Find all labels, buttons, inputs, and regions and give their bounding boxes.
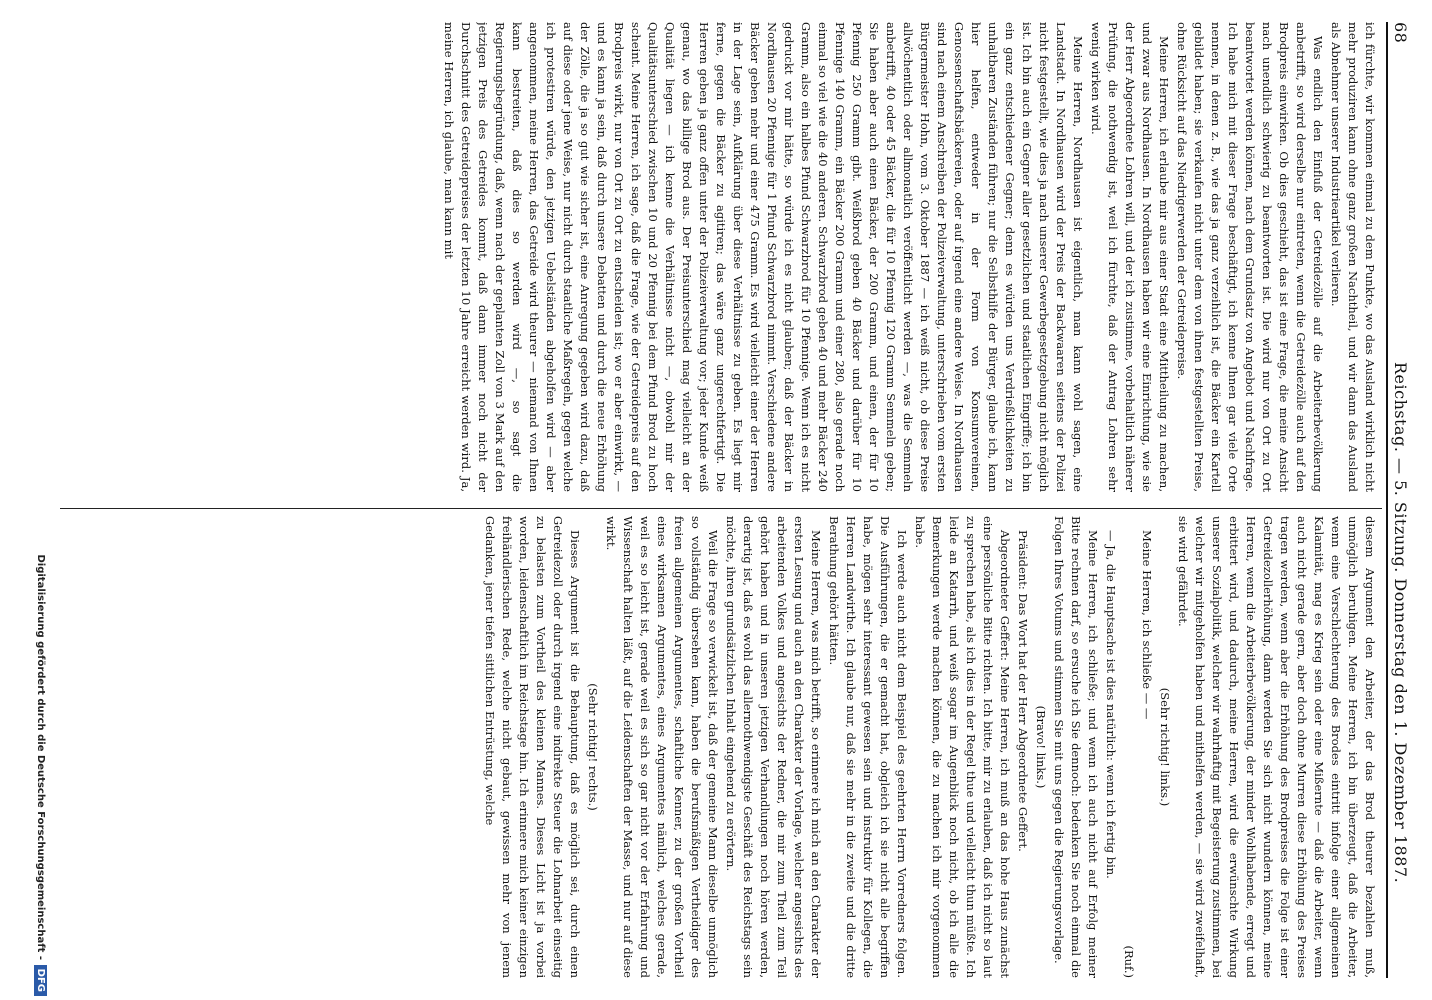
interjection: (Sehr richtig! rechts.) (586, 683, 600, 811)
digitization-footer (16, 0, 46, 1000)
left-text-column (56, 22, 1378, 492)
left-paragraph: Was endlich den Einfluß der Getreidezölle auf die Arbeiterbevölkerung anbetrifft, so wird derselbe nur eintreten, wenn die Getreidezölle auch auf den Brodpreis einwirken. Ob dies geschieht, das ist eine Frage, die meine Ansicht nach unendlich schwierig zu beantworten ist. Die wird nur von Ort zu Ort beantwortet werden können, nach dem Grundsatz von Angebot und Nachfrage. Ich habe mich mit dieser Frage beschäftigt, ich kenne Ihnen gar viele Orte nennen, in denen z. B., wie das ja ganz verzeihlich ist, die Bäcker ein Kartell gebildet haben; sie verkaufen nicht unter dem von ihnen festgestellten Preise, ohne Rücksicht auf das Niedrigerwerden der Getreidepreise. (1175, 22, 1325, 492)
interjection: (Sehr richtig! links.) (1158, 687, 1172, 807)
left-paragraph: Meine Herren, Nordhausen ist eigentlich, man kann wohl sagen, eine Landstadt. In Nordhausen wird der Preis der Backwaaren seitens der Polizei nicht festgestellt, wie dies ja nach unserer Gewerbegesetzgebung nicht möglich ist. Ich bin auch ein Gegner aller gesetzlichen und staatlichen Eingriffe; ich bin ein ganz entschiedener Gegner; denn es würden uns Verdrießlichkeiten zu unhaltbaren Zuständen führen; nur die Selbsthilfe der Bürger, glaube ich, kann hier helfen, entweder in der Form von Konsumvereinen, Genossenschaftsbäckereien, oder auf irgend eine andere Weise. In Nordhausen sind nach einem Anschreiben der Polizeiverwaltung, unterschrieben vom ersten Bürgermeister Hohn, vom 3. Oktober 1887 — ich weiß nicht, ob diese Preise allwöchentlich oder allmonatlich veröffentlicht werden —, was die Semmeln anbetrifft, 40 oder 45 Bäcker, die für 10 Pfennig 120 Gramm Semmeln geben; Sie haben aber auch einen Bäcker, der 200 Gramm, und einen, der für 10 Pfennig 250 Gramm gibt. Weißbrod geben 40 Bäcker und darüber für 10 Pfennige 140 Gramm, ein Bäcker 200 Gramm und einer 280, also gerade noch einmal so viel wie die 40 anderen. Schwarzbrod geben 40 und mehr Bäcker 240 Gramm, also ein halbes Pfund Schwarzbrod für 10 Pfennige. Wenn ich es nicht gedruckt vor mir hätte, so würde ich es nicht glauben; daß der Bäcker in Nordhausen 20 Pfennige für 1 Pfund Schwarzbrod nimmt. Verschiedene andere Bäcker geben mehr und einer 475 Gramm. Es wird vielleicht einer der Herren in der Lage sein, Aufklärung über diese Verhältnisse zu geben. Es liegt mir ferne, gegen die Bäcker zu agitiren; das wäre ganz ungerechtfertigt. Die Herren geben ja ganz offen unter der Polizeiverwaltung vor; jeder Kunde weiß genau, wo das billige Brod aus. Der Preisunterschied mag vielleicht an der Qualität liegen — ich kenne die Verhältnisse nicht —, obwohl mir der Qualitätsunterschied zwischen 10 und 20 Pfennig bei dem Pfund Brod zu hoch scheint. Meine Herren, ich sage, daß die Frage, wie der Getreidepreis auf den Brodpreis wirkt, nur von Ort zu Ort zu entscheiden ist; wo er aber einwirkt, — und es kann ja sein, daß durch unsere Debatten und durch die neue Erhöhung der Zölle, die ja so gut wie sicher ist, eine Anregung gegeben wird dazu, daß auf diese oder jene Weise, nur nicht durch staatliche Maßregeln, gegen welche ich protestiren würde, den jetzigen Uebelständen abgeholfen wird — aber angenommen, meine Herren, das Getreide wird theurer — niemand von Ihnen kann bestreiten, daß dies so werden wird —, so sagt die Regierungsbegründung, daß, wenn nach der geplanten Zoll von 3 Mark auf den jetzigen Preis des Getreides kommt, daß dann immer noch nicht der Durchschnitt des Getreidepreises der letzten 10 Jahre erreicht werden wird. Ja, meine Herren, ich glaube, man kann mit (442, 22, 1085, 492)
right-paragraph: Meine Herren, ich schließe; und wenn ich auch nicht auf Erfolg meiner Bitte rechnen darf, so ersuche ich Sie dennoch: bedenken Sie noch einmal die Folgen Ihres Votums und stimmen Sie mit uns gegen die Regierungsvorlage. (1052, 516, 1100, 978)
right-paragraph: Weil die Frage so verwickelt ist, daß der gemeine Mann dieselbe unmöglich so vollständig übersehen kann, haben die berufsmäßigen Vertheidiger des freien allgemeinen Argumentes, schaftliche Kenner, zu der großen Vortheil eines wirksamen Argumentes, eines Argumentes nämlich, welches gerade, weil es so leicht ist, gerade weil es sich so gar nicht vor der Erfahrung und Wissenschaft halten läßt, auf die Leidenschaften der Masse, und nur auf diese wirkt. (604, 516, 720, 978)
right-paragraph: Meine Herren, was mich betrifft, so erinnere ich mich an den Charakter der ersten Lesung und auch an den Charakter der Vorlage, welcher angesichts des arbeitenden Volkes und angesichts der Redner, die mir zum Theil zum Teil gehört haben und in unseren jetzigen Verhandlungen noch hören werden, derartig ist, daß es wohl das allernothwendigste Geschäft des Reichstags sein möchte, ihren grundsätzlichen Inhalt eingehend zu erörtern. (724, 516, 823, 978)
right-paragraph: Abgeordneter Geffert: Meine Herren, ich muß an das hohe Haus zunächst eine persönliche Bitte richten. Ich bitte, mir zu erlauben, daß ich nicht so laut zu sprechen habe, als ich dies in der Regel thue und vielleicht thun müßte. Ich leide an Katarrh, und weiß sogar im Augenblick noch nicht, ob ich alle die Bemerkungen werde machen können, die zu machen ich mir vorgenommen habe. (913, 516, 1012, 978)
right-text-column (56, 516, 1378, 978)
right-paragraph: Meine Herren, ich schließe — — (1140, 530, 1154, 720)
right-paragraph: Präsident: Das Wort hat der Herr Abgeordnete Geffert. (1016, 530, 1030, 852)
right-paragraph: Ich werde auch nicht dem Beispiel des geehrten Herrn Vorredners folgen. Die Ausführungen, die er gemacht hat, obgleich ich sie nicht alle begriffen habe, mögen sehr interessant gewesen sein und instruktiv für Kollegen, die Herren Landwirthe. Ich glaube nur, daß sie mehr in die zweite und die dritte Berathung gehört hätten. (827, 516, 909, 978)
left-paragraph: ich fürchte, wir kommen einmal zu dem Punkte, wo das Ausland wirklich nicht mehr produziren kann ohne ganz großen Nachtheil, und wir dann das Ausland als Abnehmer unserer Industrieartikel verlieren. (1329, 22, 1377, 492)
page-header (1386, 22, 1412, 978)
interjection: (Bravo! links.) (1034, 705, 1048, 789)
running-title: Reichstag. — 5. Sitzung. Donnerstag den 1. Dezember 1887. (1391, 362, 1410, 884)
column-divider (60, 508, 1382, 509)
right-paragraph: Dieses Argument ist die Behauptung, daß es möglich sei, durch einen Getreidezoll oder durch irgend eine indirekte Steuer die Lohnarbeit einseitig zu belasten zum Vortheil des kleinen Mannes. Dieses Licht ist ja vorbei worden, leidenschaftlich im Reichstage hin. Ich erinnere mich keiner einzigen freihändlerischen Rede, welche nicht gebaut, gewissen mehr von jenem Gedanken, jener tiefen sittlichen Entrüstung, welche (483, 516, 582, 978)
dfg-logo: DFG (34, 965, 47, 996)
right-paragraph: — Ja, die Hauptsache ist dies natürlich: wenn ich fertig bin. (1104, 530, 1118, 879)
interjection: (Ruf.) (1122, 945, 1136, 978)
digitization-note: Digitalisierung gefördert durch die Deutsche Forschungsgemeinschaft - (35, 554, 46, 960)
left-paragraph: Meine Herren, ich erlaube mir aus einer Stadt eine Mittheilung zu machen, und zwar aus Nordhausen. In Nordhausen haben wir eine Einrichtung, wie sie der Herr Abgeordnete Lohren will, und der ich zustimme, vorbehaltlich näherer Prüfung, die nothwendig ist, weil ich fürchte, daß der Antrag Lohren sehr wenig wirken wird. (1089, 22, 1171, 492)
page-number: 68 (1391, 22, 1410, 44)
right-paragraph: diesem Argument den Arbeiter, der das Brod theurer bezahlen muß, unmöglich beruhigen. Meine Herren, ich bin überzeugt, daß die Arbeiter, wenn eine Verschlechterung des Brodes eintritt infolge einer allgemeinen Kalamität, mag es Krieg sein oder eine Mißernte — daß die Arbeiter, wenn auch nicht gerade gern, aber doch ohne Murren diese Erhöhung des Preises tragen werden, wenn aber die Erhöhung des Brodpreises die Folge ist einer Getreidezollerhöhung, dann werden Sie sich nicht wundern können, meine Herren, wenn die Arbeiterbevölkerung, der minder Wohlhabende, erregt und erbittert wird, und dadurch, meine Herren, wird die erwünschte Wirkung unserer Sozialpolitik, welcher wir wahrhaftig mit Begeisterung zustimmen, bei welcher wir mitgeholfen haben und mithelfen werden, — sie wird zweifelhaft, sie wird gefährdet. (1176, 516, 1377, 978)
